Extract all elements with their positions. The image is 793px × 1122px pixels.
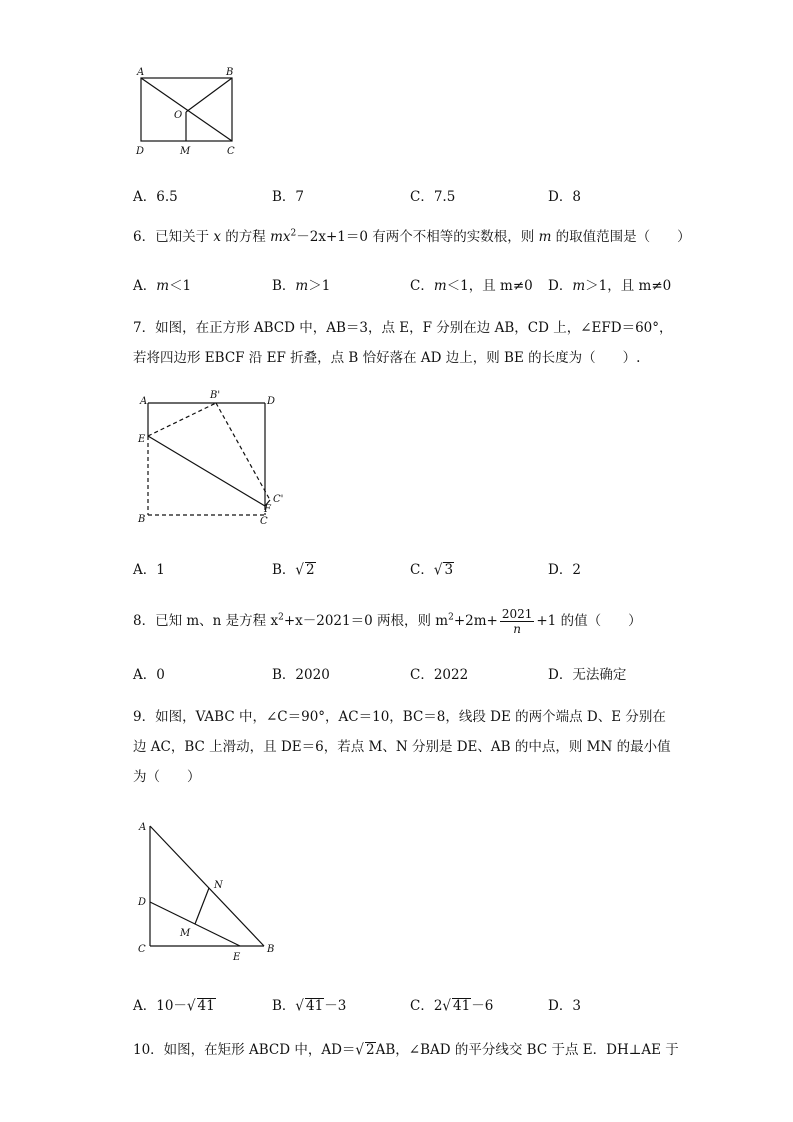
q5-option-c: C．7.5: [410, 189, 456, 205]
label-M: M: [180, 928, 191, 939]
label-E: E: [138, 434, 146, 445]
label-C: C: [138, 944, 146, 955]
line-b-o: [186, 78, 232, 112]
q6-option-c: C．m＜1，且 m≠0: [410, 278, 533, 294]
q8-stem: 8．已知 m、n 是方程 $x^2+x-2021=0$ 两根，则 $m^2+2m+$ $\frac{2021}{n}$ +1 的值（ ）: [133, 607, 642, 636]
figure-square-fold: [130, 388, 300, 528]
label-D: D: [138, 897, 147, 908]
fold-e-f: [148, 436, 265, 506]
label-A: A: [140, 396, 148, 407]
label-C: C: [227, 146, 235, 157]
q7-option-a: A．1: [133, 562, 165, 578]
q8-option-a: A．0: [133, 667, 165, 683]
q7-stem-line1: 7．如图，在正方形 ABCD 中，AB＝3，点 E，F 分别在边 AB，CD 上，∠EFD＝60°，: [133, 320, 673, 336]
q9-stem-line2: 边 AC，BC 上滑动，且 DE＝6，若点 M、N 分别是 DE、AB 的中点，则 MN 的最小值: [133, 739, 671, 755]
figure-right-triangle: [130, 812, 290, 962]
q9-option-c: C．2√ 41－6: [410, 997, 494, 1015]
label-A: A: [137, 67, 145, 78]
label-M: M: [180, 146, 191, 157]
label-Bprime: B': [210, 390, 221, 401]
label-A: A: [139, 822, 147, 833]
label-E: E: [233, 952, 241, 962]
label-B: B: [138, 514, 146, 525]
q9-stem-line3: 为（ ）: [133, 769, 201, 785]
q6-option-d: D．m＞1，且 m≠0: [548, 278, 672, 294]
q9-stem-line1: 9．如图，VABC 中，∠C＝90°，AC＝10，BC＝8，线段 DE 的两个端点 D、E 分别在: [133, 709, 666, 725]
q9-option-d: D．3: [548, 998, 581, 1014]
label-B: B: [226, 67, 234, 78]
label-O: O: [174, 110, 183, 121]
side-a-b: [150, 826, 264, 946]
q7-option-d: D．2: [548, 562, 581, 578]
q9-option-a: A．10－√ 41: [133, 997, 215, 1015]
label-D: D: [267, 396, 276, 407]
q5-option-b: B．7: [272, 189, 305, 205]
q5-option-a: A．6.5: [133, 189, 178, 205]
label-N: N: [214, 880, 223, 891]
q8-option-b: B．2020: [272, 667, 330, 683]
q6-option-b: B．m＞1: [272, 278, 331, 294]
q6-option-a: A．m＜1: [133, 278, 192, 294]
segment-m-n: [195, 888, 209, 924]
q8-option-c: C．2022: [410, 667, 469, 683]
label-Cprime: C': [273, 494, 284, 505]
q6-stem: 6．已知关于 x 的方程 $mx^2-2x+1=0$ 有两个不相等的实数根，则 m 的取值范围是（ ）: [133, 228, 691, 245]
label-C: C: [260, 516, 268, 527]
label-D: D: [136, 146, 145, 157]
q7-stem-line2: 若将四边形 EBCF 沿 EF 折叠，点 B 恰好落在 AD 边上，则 BE 的长度为（ ）.: [133, 350, 641, 366]
q7-option-b: B．√ 2: [272, 561, 315, 579]
q8-fraction: $\frac{2021}{n}$: [501, 607, 533, 636]
q8-option-d: D．无法确定: [548, 667, 627, 683]
q9-option-b: B．√ 41－3: [272, 997, 347, 1015]
q10-stem: 10．如图，在矩形 ABCD 中，AD＝√ 2AB，∠BAD 的平分线交 BC 于点 E．DH⊥AE 于: [133, 1041, 679, 1059]
figure-rectangle-abcd-o: [130, 62, 250, 162]
label-B: B: [267, 944, 275, 955]
fold-e-bprime-dashed: [148, 403, 216, 436]
fold-bprime-cprime-dashed: [216, 403, 270, 500]
label-F: F: [264, 504, 271, 515]
q5-option-d: D．8: [548, 189, 581, 205]
q7-option-c: C．√ 3: [410, 561, 454, 579]
